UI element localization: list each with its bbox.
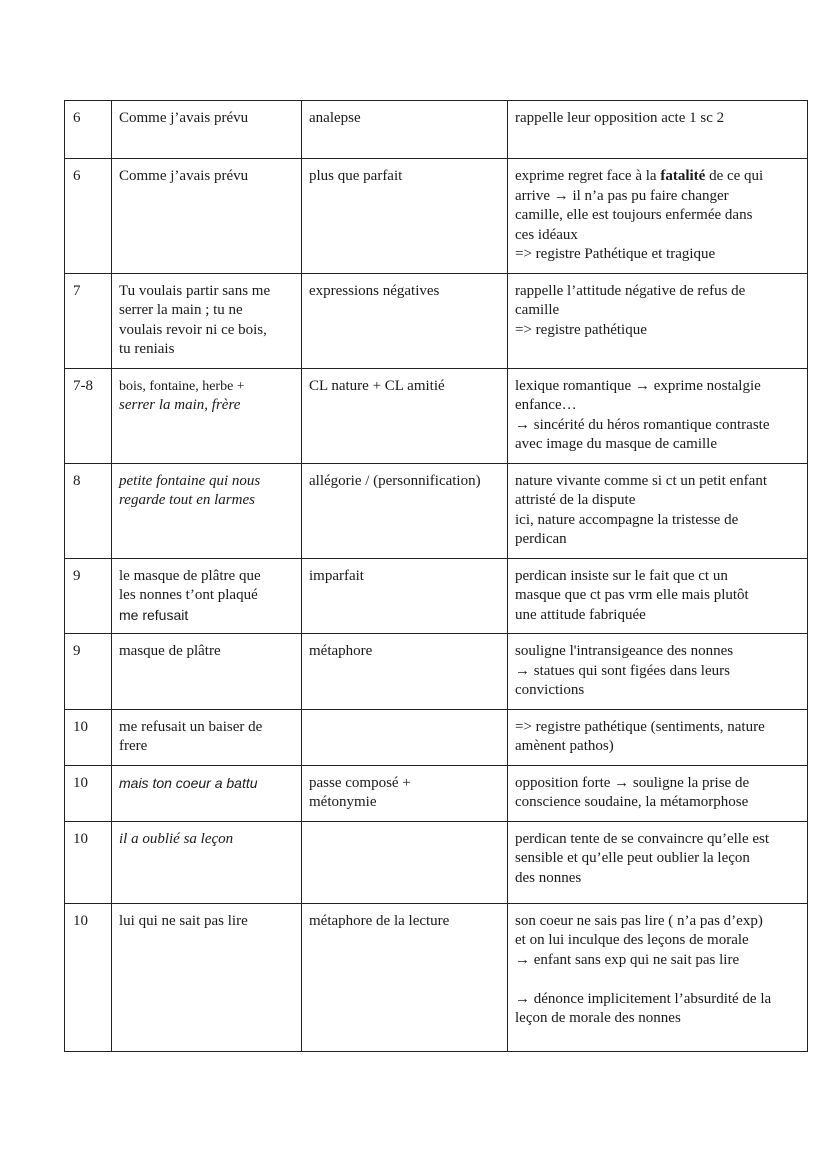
interpretation-line	[515, 830, 800, 850]
line-number: 10	[73, 718, 88, 735]
citation-cell	[112, 101, 302, 159]
interpretation-line	[515, 567, 800, 587]
interpretation-text: → sincérité du héros romantique contraste	[515, 416, 770, 433]
citation-cell	[112, 765, 302, 821]
procede-cell	[302, 634, 508, 710]
interpretation-text: → dénonce implicitement l’absurdité de la	[515, 990, 772, 1007]
line-number-cell	[65, 709, 112, 765]
table-row	[65, 101, 808, 159]
interpretation-cell	[508, 903, 808, 1051]
interpretation-text: une attitude fabriquée	[515, 606, 646, 623]
interpretation-text: => registre Pathétique et tragique	[515, 246, 716, 262]
interpretation-text: attristé de la dispute	[515, 492, 636, 508]
citation-line: Tu voulais partir sans me	[119, 282, 271, 299]
citation-line: regarde tout en larmes	[119, 492, 255, 508]
procede-text: plus que parfait	[309, 168, 403, 184]
paragraph-gap	[515, 970, 800, 990]
citation-cell	[112, 273, 302, 368]
interpretation-line	[515, 511, 800, 531]
interpretation-text: amènent pathos)	[515, 738, 614, 754]
procede-text: passe composé + métonymie	[309, 774, 411, 810]
interpretation-line	[515, 912, 800, 932]
citation-cell	[112, 558, 302, 634]
table-row	[65, 368, 808, 463]
interpretation-text: camille, elle est toujours enfermée dans	[515, 207, 753, 223]
line-number: 8	[73, 472, 81, 489]
procede-cell	[302, 821, 508, 903]
interpretation-line	[515, 491, 800, 511]
citation-line: serrer la main ; tu ne	[119, 302, 243, 318]
citation-line: me refusait un baiser de	[119, 718, 263, 735]
interpretation-text: → statues qui sont figées dans leurs	[515, 662, 730, 679]
citation-line: mais ton coeur a battu	[119, 774, 258, 791]
interpretation-line	[515, 416, 800, 436]
procede-text: métaphore	[309, 643, 373, 659]
interpretation-text: sensible et qu’elle peut oublier la leçon	[515, 850, 750, 866]
citation-line: me refusait	[119, 606, 189, 623]
table-row	[65, 159, 808, 274]
line-number-cell	[65, 273, 112, 368]
citation-cell	[112, 463, 302, 558]
procede-text: imparfait	[309, 567, 364, 584]
interpretation-cell	[508, 821, 808, 903]
procede-text: allégorie / (personnification)	[309, 472, 481, 489]
line-number-cell	[65, 463, 112, 558]
table-row	[65, 765, 808, 821]
procede-text: analepse	[309, 110, 361, 126]
line-number-cell	[65, 558, 112, 634]
interpretation-cell	[508, 101, 808, 159]
interpretation-cell	[508, 273, 808, 368]
interpretation-cell	[508, 159, 808, 274]
interpretation-line	[515, 187, 800, 207]
interpretation-line	[515, 282, 800, 302]
citation-line: bois, fontaine, herbe +	[119, 378, 245, 394]
interpretation-line	[515, 245, 800, 265]
interpretation-text: rappelle l’attitude négative de refus de	[515, 282, 746, 299]
interpretation-text: => registre pathétique	[515, 321, 647, 338]
interpretation-line	[515, 606, 800, 626]
procede-cell	[302, 709, 508, 765]
interpretation-line	[515, 472, 800, 492]
line-number-cell	[65, 101, 112, 159]
interpretation-line	[515, 869, 800, 889]
interpretation-text: arrive → il n’a pas pu faire changer	[515, 187, 729, 204]
interpretation-line	[515, 737, 800, 757]
interpretation-line	[515, 301, 800, 321]
interpretation-line	[515, 642, 800, 662]
citation-cell	[112, 903, 302, 1051]
emphasis-text: fatalité	[660, 168, 706, 184]
interpretation-text: des nonnes	[515, 869, 582, 886]
interpretation-text: de ce qui	[705, 168, 764, 184]
procede-cell	[302, 101, 508, 159]
line-number: 10	[73, 774, 88, 791]
interpretation-line	[515, 377, 800, 397]
procede-cell	[302, 765, 508, 821]
citation-line: Comme j’avais prévu	[119, 168, 249, 184]
interpretation-text: ces idéaux	[515, 226, 578, 243]
procede-text: expressions négatives	[309, 282, 440, 299]
interpretation-line	[515, 793, 800, 813]
line-number-cell	[65, 765, 112, 821]
interpretation-line	[515, 1009, 800, 1029]
interpretation-line	[515, 849, 800, 869]
interpretation-line	[515, 662, 800, 682]
interpretation-line	[515, 530, 800, 550]
interpretation-line	[515, 206, 800, 226]
table-row	[65, 273, 808, 368]
table-row	[65, 709, 808, 765]
interpretation-text: opposition forte → souligne la prise de	[515, 774, 750, 791]
citation-line: Comme j’avais prévu	[119, 110, 249, 126]
interpretation-text: souligne l'intransigeance des nonnes	[515, 643, 734, 659]
line-number-cell	[65, 634, 112, 710]
interpretation-text: et on lui inculque des leçons de morale	[515, 932, 749, 948]
procede-cell	[302, 273, 508, 368]
interpretation-line	[515, 109, 800, 129]
interpretation-line	[515, 586, 800, 606]
procede-cell	[302, 903, 508, 1051]
interpretation-text: nature vivante comme si ct un petit enfant	[515, 472, 767, 489]
citation-line: le masque de plâtre que	[119, 567, 261, 584]
table-row	[65, 821, 808, 903]
interpretation-line	[515, 226, 800, 246]
procede-text: métaphore de la lecture	[309, 912, 450, 929]
citation-line: il a oublié sa leçon	[119, 830, 234, 847]
interpretation-cell	[508, 765, 808, 821]
interpretation-text: perdican tente de se convaincre qu’elle est	[515, 830, 770, 847]
interpretation-text: exprime regret face à la	[515, 168, 661, 184]
interpretation-text: son coeur ne sais pas lire ( n’a pas d’exp)	[515, 912, 763, 929]
interpretation-cell	[508, 634, 808, 710]
line-number: 7-8	[73, 377, 93, 394]
table-row	[65, 558, 808, 634]
citation-cell	[112, 634, 302, 710]
line-number: 7	[73, 282, 81, 299]
interpretation-text: perdican insiste sur le fait que ct un	[515, 567, 728, 584]
citation-line: frere	[119, 738, 148, 754]
interpretation-text: convictions	[515, 682, 585, 698]
line-number-cell	[65, 159, 112, 274]
line-number: 10	[73, 830, 88, 847]
line-number: 6	[73, 168, 81, 184]
interpretation-line	[515, 321, 800, 341]
interpretation-text: leçon de morale des nonnes	[515, 1010, 681, 1026]
interpretation-text: masque que ct pas vrm elle mais plutôt	[515, 587, 749, 603]
interpretation-cell	[508, 558, 808, 634]
interpretation-line	[515, 951, 800, 971]
interpretation-text: → enfant sans exp qui ne sait pas lire	[515, 951, 740, 968]
citation-line: serrer la main, frère	[119, 397, 241, 413]
interpretation-cell	[508, 709, 808, 765]
citation-line: masque de plâtre	[119, 643, 221, 659]
line-number-cell	[65, 903, 112, 1051]
interpretation-line	[515, 774, 800, 794]
interpretation-line	[515, 167, 800, 187]
procede-cell	[302, 368, 508, 463]
interpretation-text: enfance…	[515, 397, 577, 413]
table-row	[65, 463, 808, 558]
line-number: 9	[73, 643, 81, 659]
line-number: 6	[73, 110, 81, 126]
interpretation-line	[515, 931, 800, 951]
interpretation-text: camille	[515, 302, 560, 318]
line-number-cell	[65, 821, 112, 903]
interpretation-text: rappelle leur opposition acte 1 sc 2	[515, 110, 725, 126]
citation-line: les nonnes t’ont plaqué	[119, 587, 258, 603]
citation-cell	[112, 709, 302, 765]
interpretation-line	[515, 681, 800, 701]
interpretation-text: ici, nature accompagne la tristesse de	[515, 511, 739, 528]
procede-cell	[302, 159, 508, 274]
citation-line: voulais revoir ni ce bois,	[119, 321, 267, 338]
interpretation-line	[515, 396, 800, 416]
citation-line: tu reniais	[119, 341, 175, 357]
citation-cell	[112, 821, 302, 903]
interpretation-text: perdican	[515, 531, 567, 547]
table-row	[65, 634, 808, 710]
interpretation-text: lexique romantique → exprime nostalgie	[515, 377, 761, 394]
citation-line: petite fontaine qui nous	[119, 472, 261, 489]
analysis-table	[64, 100, 808, 1052]
procede-cell	[302, 558, 508, 634]
interpretation-text: conscience soudaine, la métamorphose	[515, 794, 749, 810]
line-number: 10	[73, 912, 88, 929]
citation-line: lui qui ne sait pas lire	[119, 912, 248, 929]
procede-cell	[302, 463, 508, 558]
citation-cell	[112, 368, 302, 463]
table-row	[65, 903, 808, 1051]
interpretation-text: => registre pathétique (sentiments, nature	[515, 718, 765, 735]
interpretation-text: avec image du masque de camille	[515, 436, 717, 452]
interpretation-line	[515, 990, 800, 1010]
table-body	[65, 101, 808, 1052]
citation-cell	[112, 159, 302, 274]
interpretation-line	[515, 718, 800, 738]
interpretation-cell	[508, 368, 808, 463]
interpretation-line	[515, 435, 800, 455]
interpretation-cell	[508, 463, 808, 558]
line-number: 9	[73, 567, 81, 584]
line-number-cell	[65, 368, 112, 463]
procede-text: CL nature + CL amitié	[309, 377, 445, 394]
